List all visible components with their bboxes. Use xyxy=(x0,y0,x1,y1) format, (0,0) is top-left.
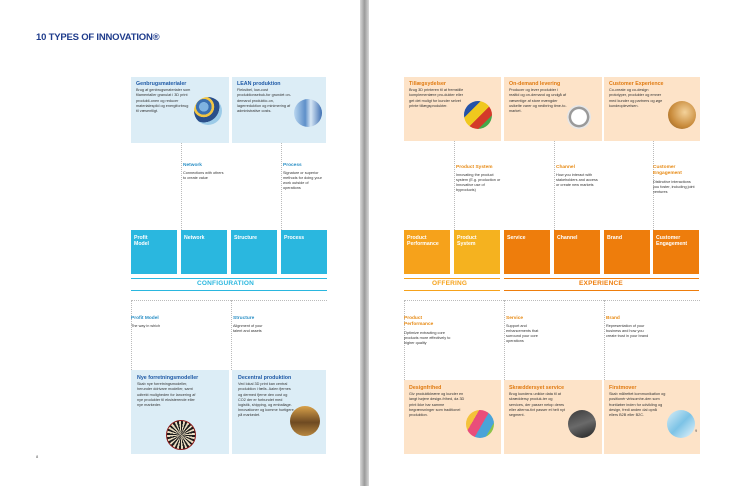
handshake-image-icon xyxy=(668,101,696,129)
label-customer-engagement-desc: Distinctive interactions you foster, including joint ventures xyxy=(653,180,695,195)
label-product-system-desc: Innovating the product system (E.g. production or Innovative use of byproducts) xyxy=(456,173,501,193)
label-structure-desc: Alignment of your talent and assets xyxy=(233,324,263,334)
card-title: Nye forretningsmodeller xyxy=(137,375,199,381)
tile-channel: Channel xyxy=(554,230,600,274)
card-lean-produktion xyxy=(232,77,326,143)
label-product-system: Product System xyxy=(456,165,493,170)
stopwatch-icon xyxy=(567,105,591,129)
card-title: Skræddersyet service xyxy=(509,385,565,391)
card-nye-forretningsmodeller xyxy=(131,370,229,454)
card-title: Firstmover xyxy=(609,385,637,391)
label-process-desc: Signature or superior methods for doing your work outside of operations xyxy=(283,171,322,191)
card-title: On-demand levering xyxy=(509,81,561,87)
card-text: Producer og lever produkter i realtid og on-demand og undgå af væsentige af store mængder usikelte varer og nedbring time-to-market. xyxy=(509,88,567,113)
card-title: Tillægsydelser xyxy=(409,81,446,87)
label-profit-model: Profit Model xyxy=(131,316,159,321)
label-channel: Channel xyxy=(556,165,575,170)
page-number: 8 xyxy=(36,454,39,459)
card-text: Brug kundens unikke data til at skræddersy produk-ter og services, der passer netop deres eller alterna-tivt passer et helt nyt segment. xyxy=(509,392,565,417)
spools-image-icon xyxy=(194,97,222,125)
card-firstmover xyxy=(604,380,700,454)
card-title: Customer Experience xyxy=(609,81,664,87)
card-text: Fleksibel, low-cost produktionsebuk-for grundet on-demand produktio-on, lagerreduktion og minimering af administrative costs. xyxy=(237,88,292,113)
card-skraeddersyet-service xyxy=(504,380,602,454)
card-customer-experience xyxy=(604,77,700,141)
card-title: LEAN produktion xyxy=(237,81,281,87)
band-offering: OFFERING xyxy=(432,280,468,287)
label-service-desc: Support and enhancements that surround your core operations xyxy=(506,324,539,344)
dartboard-image-icon xyxy=(166,420,196,450)
card-title: Designfrihed xyxy=(409,385,442,391)
page-title: 10 TYPES OF INNOVATION® xyxy=(36,32,160,43)
spread-gutter xyxy=(360,0,369,486)
card-text: Brug af genbrugsmaterialer som filamentaller granulat i 3D print produkti-onen og reducer materialespild og energiforbrug til væsentligt. xyxy=(136,88,191,113)
tile-structure: Structure xyxy=(231,230,277,274)
tile-customer-engagement: Customer Engagement xyxy=(653,230,699,274)
sketch-image-icon xyxy=(667,410,698,438)
tile-product-system: Product System xyxy=(454,230,500,274)
card-tillaegsydelser xyxy=(404,77,501,141)
tile-network: Network xyxy=(181,230,227,274)
label-brand: Brand xyxy=(606,316,620,321)
label-network-desc: Connections with others to create value xyxy=(183,171,224,181)
card-text: Skab målrettet kommunikation og positionér virksomhe-den som frontløber inden for udvikling og design, fredi anden dal opnå ellers B2B eller B2C. xyxy=(609,392,666,417)
warehouse-image-icon xyxy=(290,406,320,436)
band-experience: EXPERIENCE xyxy=(579,280,623,287)
lab-image-icon xyxy=(294,99,322,127)
card-title: Genbrugsmaterialer xyxy=(136,81,187,87)
card-text: Brug 3D printeren til at fremstille komplementære pro-dukter eller get det muligt for kunder selvet printe tillægsprodukter. xyxy=(409,88,464,108)
band-configuration: CONFIGURATION xyxy=(197,280,255,287)
tailored-suit-image-icon xyxy=(568,410,596,438)
label-product-performance-desc: Optimize extracting core products more effectively to higher quality xyxy=(404,331,451,346)
card-designfrihed xyxy=(404,380,501,454)
card-title: Decentral produktion xyxy=(238,375,292,381)
card-genbrugsmaterialer xyxy=(131,77,229,143)
color-samples-image-icon xyxy=(466,410,494,438)
tile-profit-model: Profit Model xyxy=(131,230,177,274)
label-process: Process xyxy=(283,163,302,168)
tile-brand: Brand xyxy=(604,230,650,274)
card-text: Skab nye forretningsmodeller, herunder ddrivare modeller, samt udtrekt muligheden for lancering af nye produkter til eksisterende eller nye markeder. xyxy=(137,382,196,407)
card-text: Giv produktkleære og kunder en langt højere design-frihed, da 3D print ikke har samme begrænsninger som traditionel produktion. xyxy=(409,392,465,417)
label-brand-desc: Representation of your business and how you create trust in your brand xyxy=(606,324,649,339)
tile-process: Process xyxy=(281,230,327,274)
label-network: Network xyxy=(183,163,202,168)
page-number: 9 xyxy=(695,428,698,433)
label-service: Service xyxy=(506,316,524,321)
tile-product-performance: Product Performance xyxy=(404,230,450,274)
card-text: Co-create og co-design prototyper, produkter og emner med kunder og partners og øge kundeoplevelsen. xyxy=(609,88,663,108)
label-product-performance: Product Performance xyxy=(404,316,434,327)
card-text: Ved lokal 3D print kan central produktion i fælls. Aalen fjernes og dermed fjerne den cost og CO2 der er forbundet med logistik, shipping, og emballage. Innovationer og komme hurtigere på markedet. xyxy=(238,382,294,418)
label-profit-model-desc: The way in which xyxy=(131,324,161,328)
card-on-demand-levering xyxy=(504,77,602,141)
blocks-image-icon xyxy=(464,101,492,129)
label-channel-desc: How you interact with stakeholders and access or create new markets xyxy=(556,173,598,188)
left-page xyxy=(0,0,360,486)
tile-service: Service xyxy=(504,230,550,274)
right-page xyxy=(369,0,729,486)
card-decentral-produktion xyxy=(232,370,326,454)
label-structure: Structure xyxy=(233,316,255,321)
label-customer-engagement: Customer Engagement xyxy=(653,165,682,176)
